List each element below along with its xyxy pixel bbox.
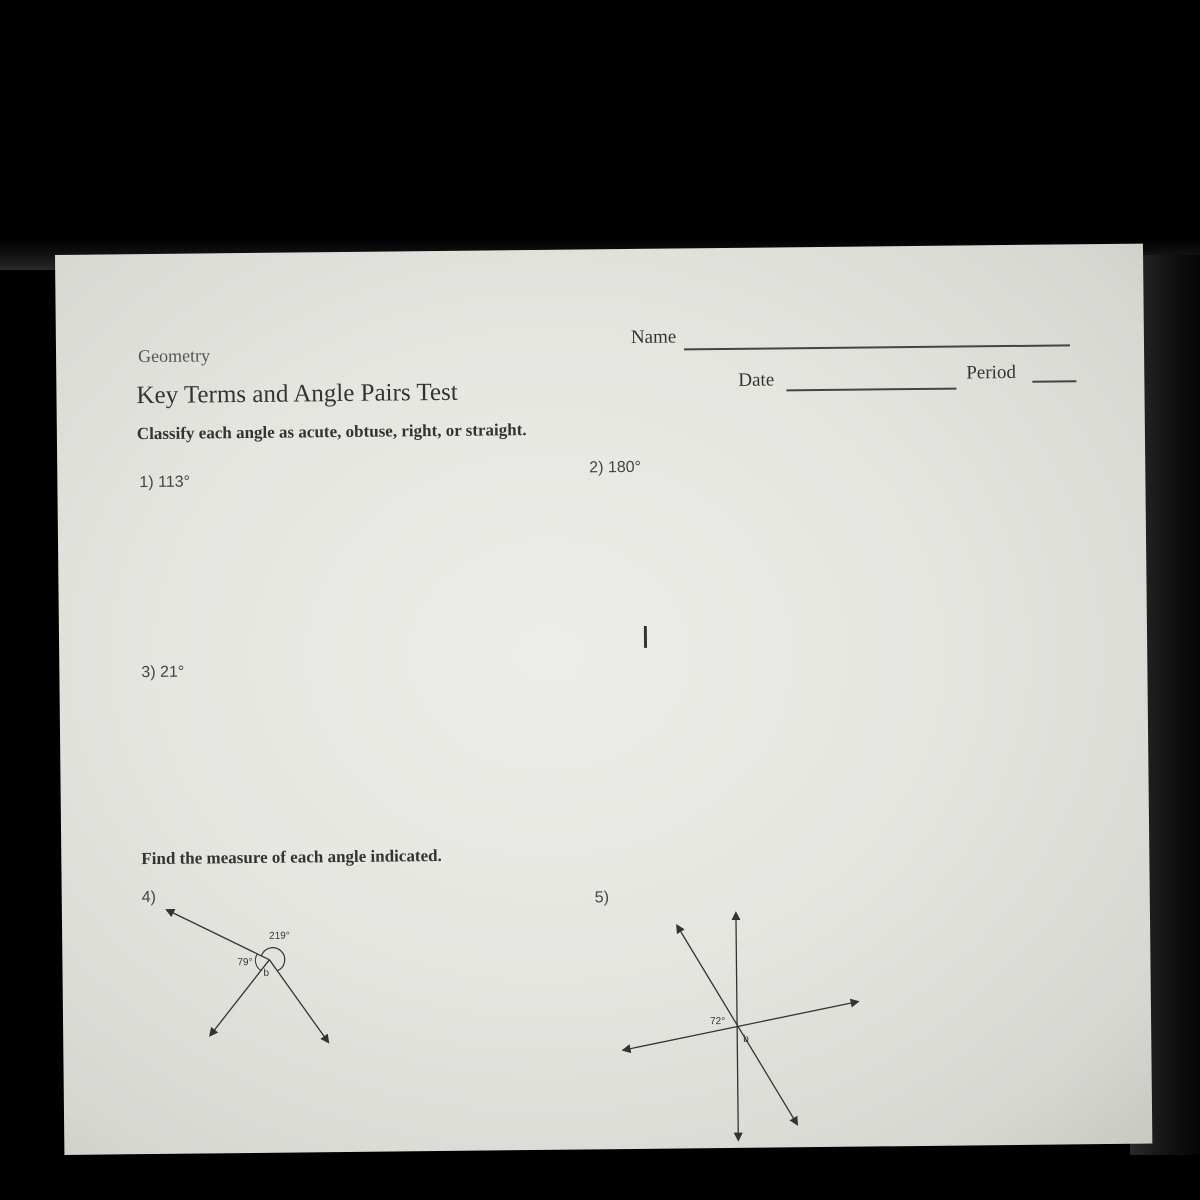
date-field-line[interactable] (786, 388, 956, 391)
period-field-line[interactable] (1032, 380, 1076, 382)
diagonal-line (677, 924, 797, 1125)
question-3: 3) 21° (141, 663, 185, 682)
question-5-number: 5) (594, 889, 610, 907)
unknown-angle-label: b (263, 967, 270, 979)
small-angle-arc (255, 954, 261, 971)
worksheet-page (55, 244, 1152, 1155)
question-4-figure (157, 892, 359, 1054)
question-5-figure (617, 901, 880, 1154)
text-cursor-icon: I (640, 620, 651, 656)
unknown-angle-label: b (743, 1033, 749, 1045)
question-2: 2) 180° (589, 458, 642, 477)
ray-upper-left (167, 909, 270, 961)
question-1: 1) 113° (139, 473, 191, 492)
given-angle-label: 72° (710, 1016, 726, 1028)
question-4-number: 4) (141, 888, 157, 907)
section2-instruction: Find the measure of each angle indicated. (141, 845, 442, 869)
section1-instruction: Classify each angle as acute, obtuse, right, or straight. (136, 420, 527, 444)
subject-label: Geometry (137, 345, 211, 367)
reflex-angle-label: 219° (269, 930, 290, 942)
horizontal-line (623, 1002, 858, 1050)
ray-lower-right (269, 959, 328, 1043)
given-angle-label: 79° (237, 956, 253, 969)
date-label: Date (738, 369, 775, 391)
name-label: Name (630, 326, 677, 348)
page-title: Key Terms and Angle Pairs Test (136, 378, 458, 410)
name-field-line[interactable] (684, 344, 1070, 350)
period-label: Period (966, 361, 1017, 384)
